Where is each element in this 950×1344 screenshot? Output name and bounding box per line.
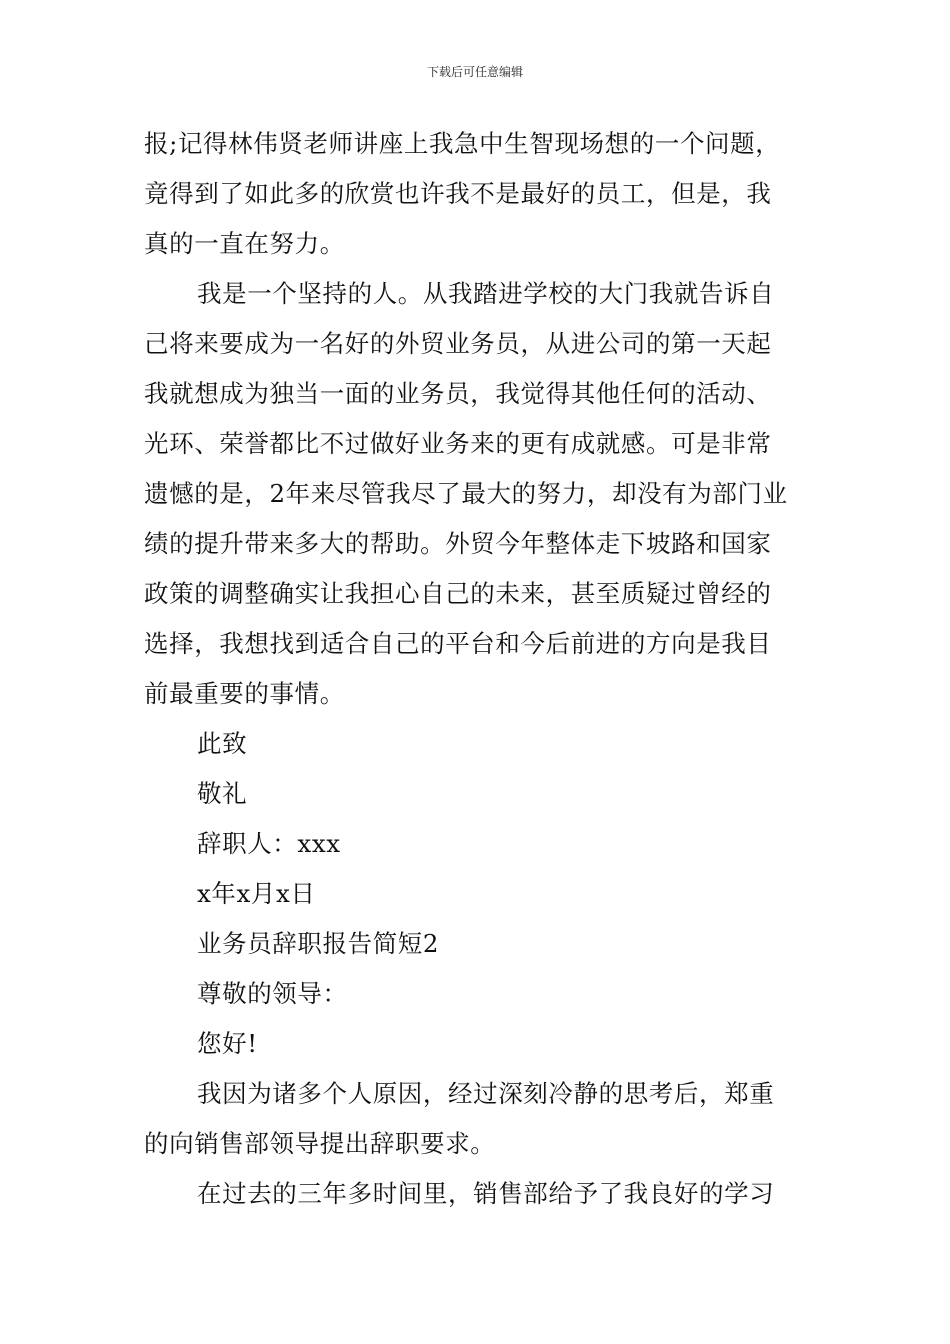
text-line: 选择，我想找到适合自己的平台和今后前进的方向是我目 bbox=[144, 629, 772, 658]
page-header: 下载后可任意编辑 bbox=[426, 65, 523, 79]
closing-salutation: 此致 bbox=[197, 729, 248, 758]
greeting-line: 您好! bbox=[197, 1029, 258, 1058]
document-body bbox=[144, 119, 806, 1219]
text-line: 我就想成为独当一面的业务员，我觉得其他任何的活动、 bbox=[144, 379, 772, 408]
text-line: 真的一直在努力。 bbox=[144, 229, 345, 258]
date-line: x年x月x日 bbox=[197, 879, 316, 908]
text-line: 绩的提升带来多大的帮助。外贸今年整体走下坡路和国家 bbox=[144, 529, 772, 558]
text-line: 前最重要的事情。 bbox=[144, 679, 345, 708]
section-title: 业务员辞职报告简短2 bbox=[197, 929, 440, 958]
text-line: 的向销售部领导提出辞职要求。 bbox=[144, 1129, 496, 1158]
paragraph-start-line: 我是一个坚持的人。从我踏进学校的大门我就告诉自 bbox=[197, 279, 775, 308]
closing-regards: 敬礼 bbox=[197, 779, 248, 808]
paragraph-start-line: 在过去的三年多时间里，销售部给予了我良好的学习 bbox=[197, 1179, 775, 1208]
text-line: 己将来要成为一名好的外贸业务员，从进公司的第一天起 bbox=[144, 329, 772, 358]
text-line: 政策的调整确实让我担心自己的未来，甚至质疑过曾经的 bbox=[144, 579, 772, 608]
signature-line: 辞职人：xxx bbox=[197, 829, 341, 858]
text-line: 竟得到了如此多的欣赏也许我不是最好的员工，但是，我 bbox=[144, 179, 772, 208]
greeting-line: 尊敬的领导： bbox=[197, 979, 348, 1008]
paragraph-start-line: 我因为诸多个人原因，经过深刻冷静的思考后，郑重 bbox=[197, 1079, 775, 1108]
text-line: 光环、荣誉都比不过做好业务来的更有成就感。可是非常 bbox=[144, 429, 772, 458]
text-line: 报;记得林伟贤老师讲座上我急中生智现场想的一个问题， bbox=[144, 129, 781, 158]
text-line: 遗憾的是，2年来尽管我尽了最大的努力，却没有为部门业 bbox=[144, 479, 788, 508]
